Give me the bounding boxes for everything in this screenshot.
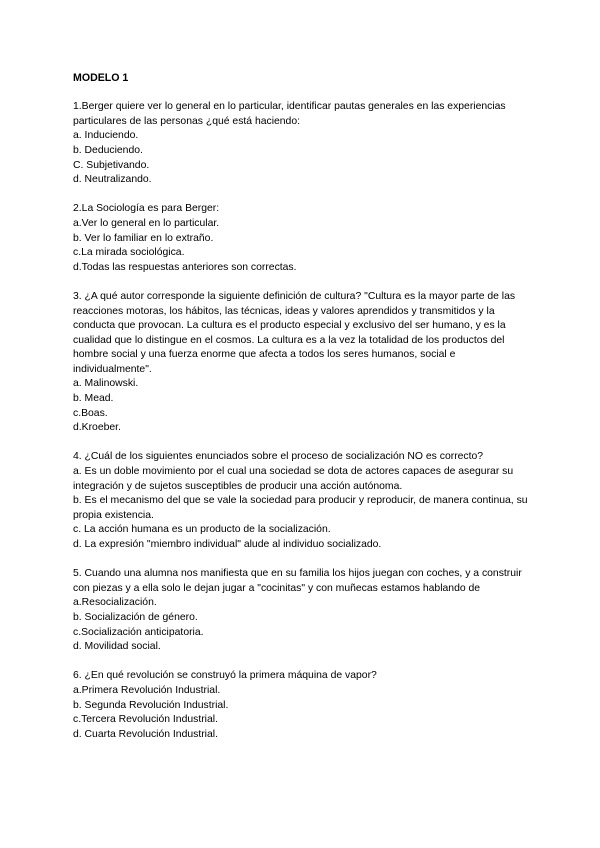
answer-option: c.La mirada sociológica.	[73, 247, 185, 259]
question-text: 4. ¿Cuál de los siguientes enunciados sobre el proceso de socialización NO es correcto?	[73, 451, 484, 463]
answer-option: a.Primera Revolución Industrial.	[73, 684, 221, 696]
question-text: 3. ¿A qué autor corresponde la siguiente definición de cultura? "Cultura es la mayor parte de las reacciones motoras, los hábitos, las técnicas, ideas y valores aprendidos y transmitidos y la conducta que provocan. La cultura es el producto especial y exclusivo del ser humano, y es la cualidad que lo distingue en el cosmos. La cultura es a la vez la totalidad de los productos del hombre social y una fuerza enorme que afecta a todos los seres humanos, social e individualmente".	[73, 290, 516, 375]
question-4	[73, 450, 533, 552]
answer-option: C. Subjetivando.	[73, 159, 150, 171]
question-6	[73, 669, 533, 742]
question-text: 5. Cuando una alumna nos manifiesta que en su familia los hijos juegan con coches, y a construir con piezas y a ella solo le dejan jugar a "cocinitas" y con muñecas estamos hablando de	[73, 568, 522, 594]
answer-option: a. Malinowski.	[73, 378, 139, 390]
document-title: MODELO 1	[73, 72, 129, 84]
answer-option: c.Tercera Revolución Industrial.	[73, 714, 218, 726]
question-3	[73, 290, 533, 436]
question-2	[73, 202, 533, 275]
answer-option: d. Neutralizando.	[73, 174, 152, 186]
answer-option: b. Mead.	[73, 393, 114, 405]
answer-option: a. Induciendo.	[73, 130, 139, 142]
answer-option: c.Socialización anticipatoria.	[73, 626, 204, 638]
question-1	[73, 100, 533, 188]
answer-option: b. Socialización de género.	[73, 611, 198, 623]
answer-option: b. Deduciendo.	[73, 144, 143, 156]
answer-option: c.Boas.	[73, 407, 108, 419]
question-5	[73, 567, 533, 655]
question-text: 2.La Sociología es para Berger:	[73, 203, 220, 215]
answer-option: d. Cuarta Revolución Industrial.	[73, 728, 218, 740]
answer-option: a. Es un doble movimiento por el cual una sociedad se dota de actores capaces de asegurar su integración y de sujetos susceptibles de producir una acción autónoma.	[73, 466, 514, 492]
answer-option: a.Ver lo general en lo particular.	[73, 217, 220, 229]
answer-option: d. Movilidad social.	[73, 641, 161, 653]
answer-option: c. La acción humana es un producto de la socialización.	[73, 524, 331, 536]
question-text: 1.Berger quiere ver lo general en lo particular, identificar pautas generales en las experiencias particulares de las personas ¿qué está haciendo:	[73, 101, 506, 127]
document-content	[73, 71, 533, 757]
question-text: 6. ¿En qué revolución se construyó la primera máquina de vapor?	[73, 670, 377, 682]
answer-option: d.Todas las respuestas anteriores son correctas.	[73, 261, 297, 273]
answer-option: d. La expresión "miembro individual" alude al individuo socializado.	[73, 539, 382, 550]
answer-option: b. Ver lo familiar en lo extraño.	[73, 232, 214, 244]
answer-option: b. Es el mecanismo del que se vale la sociedad para producir y reproducir, de manera continua, su propia existencia.	[73, 495, 528, 521]
answer-option: a.Resocialización.	[73, 597, 157, 609]
answer-option: d.Kroeber.	[73, 422, 121, 434]
answer-option: b. Segunda Revolución Industrial.	[73, 699, 229, 711]
